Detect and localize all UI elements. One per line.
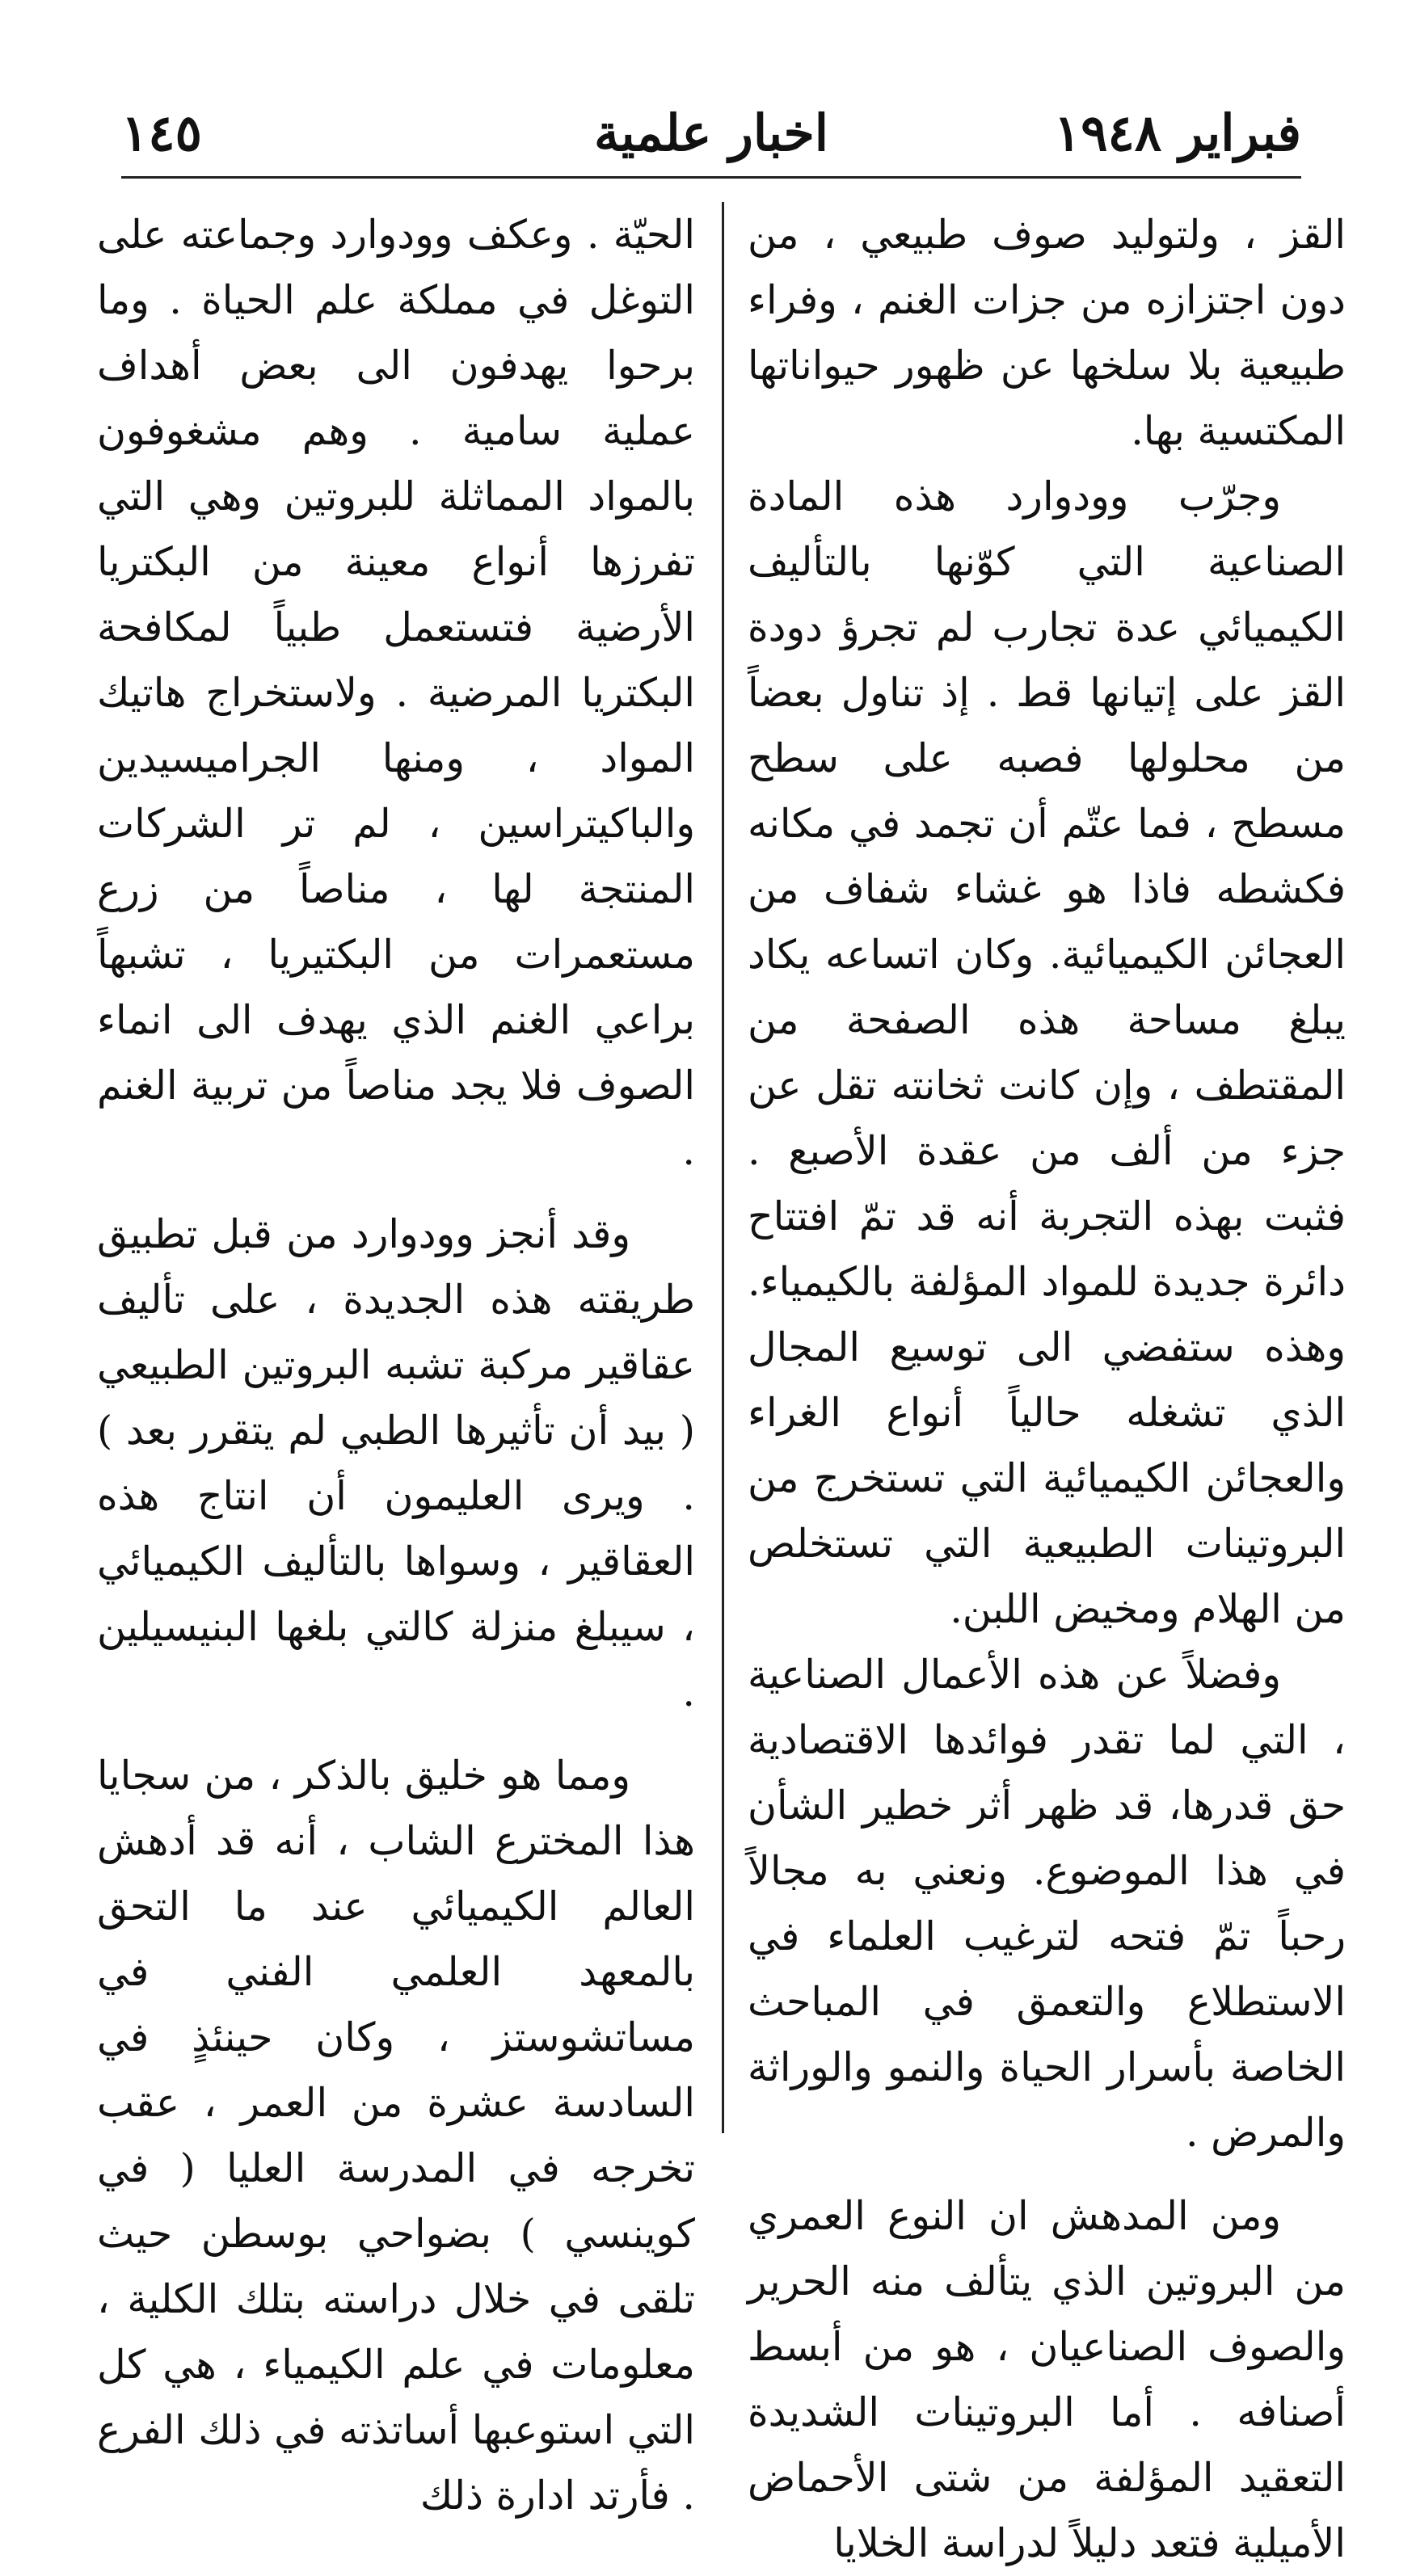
page-number: ١٤٥ bbox=[121, 103, 202, 162]
left-paragraph-2: وقد أنجز وودوارد من قبل تطبيق طريقته هذه الجديدة ، على تأليف عقاقير مركبة تشبه البروتين الطبيعي ( بيد أن تأثيرها الطبي لم يتقرر بعد ) . ويرى العليمون أن انتاج هذه العقاقير ، وسواها بالتأليف الكيميائي ، سيبلغ منزلة كالتي بلغها البنيسيلين . bbox=[97, 1211, 695, 1715]
right-paragraph-4: ومن المدهش ان النوع العمري من البروتين الذي يتألف منه الحرير والصوف الصناعيان ، هو من أبسط أصنافه . أما البروتينات الشديدة التعقيد المؤلفة من شتى الأحماض الأميلية فتعد دليلاً لدراسة الخلايا bbox=[748, 2193, 1346, 2566]
right-paragraph-2: وجرّب وودوارد هذه المادة الصناعية التي كوّنها بالتأليف الكيميائي عدة تجارب لم تجرؤ دودة القز على إتيانها قط . إذ تناول بعضاً من محلولها فصبه على سطح مسطح ، فما عتّم أن تجمد في مكانه فكشطه فاذا هو غشاء شفاف من العجائن الكيميائية. وكان اتساعه يكاد يبلغ مساحة هذه الصفحة من المقتطف ، وإن كانت ثخانته تقل عن جزء من ألف من عقدة الأصبع . فثبت بهذه التجربة أنه قد تمّ افتتاح دائرة جديدة للمواد المؤلفة بالكيمياء. وهذه ستفضي الى توسيع المجال الذي تشغله حالياً أنواع الغراء والعجائن الكيميائية التي تستخرج من البروتينات الطبيعية التي تستخلص من الهلام ومخيض اللبن. bbox=[748, 474, 1346, 1632]
column-divider bbox=[722, 202, 724, 2133]
page-header bbox=[121, 97, 1301, 170]
left-paragraph-3: ومما هو خليق بالذكر ، من سجايا هذا المخترع الشاب ، أنه قد أدهش العالم الكيميائي عند ما التحق بالمعهد العلمي الفني في مساتشوستز ، وكان حينئذٍ في السادسة عشرة من العمر ، عقب تخرجه في المدرسة العليا ( في كوينسي ) بضواحي بوسطن حيث تلقى في خلال دراسته بتلك الكلية ، معلومات في علم الكيمياء ، هي كل التي استوعبها أساتذته في ذلك الفرع . فأرتد ادارة ذلك bbox=[97, 1753, 695, 2519]
header-rule bbox=[121, 176, 1301, 179]
header-title: اخبار علمية bbox=[594, 103, 828, 162]
right-paragraph-1: القز ، ولتوليد صوف طبيعي ، من دون اجتزازه من جزات الغنم ، وفراء طبيعية بلا سلخها عن ظهور حيواناتها المكتسية بها. bbox=[748, 212, 1346, 454]
right-paragraph-3: وفضلاً عن هذه الأعمال الصناعية ، التي لما تقدر فوائدها الاقتصادية حق قدرها، قد ظهر أثر خطير الشأن في هذا الموضوع. ونعني به مجالاً رحباً تمّ فتحه لترغيب العلماء في الاستطلاع والتعمق في المباحث الخاصة بأسرار الحياة والنمو والوراثة والمرض . bbox=[748, 1652, 1346, 2156]
header-date: فبراير ١٩٤٨ bbox=[1053, 103, 1301, 162]
right-column bbox=[748, 202, 1346, 2576]
left-column bbox=[97, 202, 695, 2528]
left-paragraph-1: الحيّة . وعكف وودوارد وجماعته على التوغل في مملكة علم الحياة . وما برحوا يهدفون الى بعض أهداف عملية سامية . وهم مشغوفون بالمواد المماثلة للبروتين وهي التي تفرزها أنواع معينة من البكتريا الأرضية فتستعمل طبياً لمكافحة البكتريا المرضية . ولاستخراج هاتيك المواد ، ومنها الجراميسيدين والباكيتراسين ، لم تر الشركات المنتجة لها ، مناصاً من زرع مستعمرات من البكتيريا ، تشبهاً براعي الغنم الذي يهدف الى انماء الصوف فلا يجد مناصاً من تربية الغنم . bbox=[97, 212, 695, 1174]
